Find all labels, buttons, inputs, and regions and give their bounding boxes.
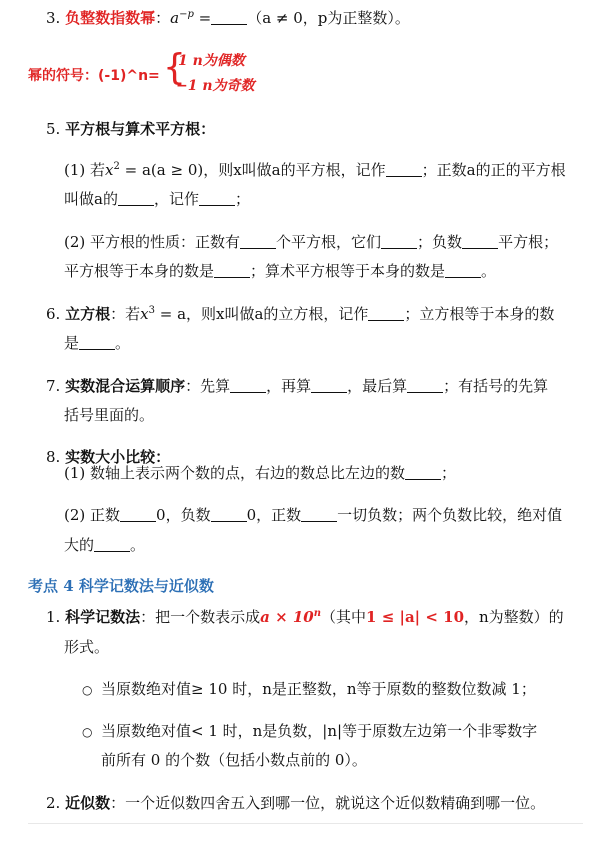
sci-number: 1. bbox=[46, 608, 61, 626]
sci-range: 1 ≤ |a| < 10 bbox=[366, 608, 464, 626]
page-divider bbox=[28, 823, 583, 824]
item5-p1-text-a: (1) 若 bbox=[64, 161, 106, 179]
item7-text-c: ，最后算 bbox=[347, 377, 408, 395]
item6-blank1 bbox=[368, 305, 404, 321]
sci-bullet2-line1: 当原数绝对值< 1 时，n是负数，|n|等于原数左边第一个非零数字 bbox=[101, 722, 538, 740]
item6-text-b: = a，则x叫做a的立方根，记作 bbox=[154, 305, 369, 323]
item8-p2-text-a: (2) 正数 bbox=[64, 506, 121, 524]
sci-form: a × 10 bbox=[260, 608, 314, 626]
brace-icon: { bbox=[163, 47, 186, 88]
sci-text-c: ，n为整数）的 bbox=[464, 608, 564, 626]
item5-p1-line1 bbox=[64, 161, 566, 180]
item5-p2-blank4 bbox=[214, 262, 250, 278]
item5-p2-text-c: ；负数 bbox=[417, 233, 463, 251]
item3-colon: ： bbox=[155, 9, 171, 27]
item5-p2-blank5 bbox=[445, 262, 481, 278]
item5-p1-blank2 bbox=[118, 190, 154, 206]
item8-p2-text-d: 一切负数；两个负数比较，绝对值 bbox=[337, 506, 563, 524]
approx-title: 近似数 bbox=[65, 794, 111, 812]
item5-p1-line2-c: ； bbox=[234, 190, 250, 208]
power-sign-case-even: 1 n为偶数 bbox=[178, 53, 245, 69]
item7-line2: 括号里面的。 bbox=[64, 406, 155, 424]
sci-title: 科学记数法 bbox=[65, 608, 141, 626]
item8-p2-line2 bbox=[64, 536, 145, 555]
approx-text: ：一个近似数四舍五入到哪一位，就说这个近似数精确到哪一位。 bbox=[110, 794, 546, 812]
item3-base: a bbox=[170, 9, 180, 27]
item5-p1-line2-a: 叫做a的 bbox=[64, 190, 118, 208]
power-sign-label: 幂的符号：(-1)^n= bbox=[28, 68, 160, 84]
item7-title: 实数混合运算顺序 bbox=[65, 377, 186, 395]
power-sign-rule bbox=[28, 66, 160, 86]
item6-number: 6. bbox=[46, 305, 61, 323]
item6-blank2 bbox=[79, 334, 115, 350]
item5-p2-line1 bbox=[64, 233, 558, 252]
sci-form-sup: n bbox=[313, 608, 322, 619]
item8-number: 8. bbox=[46, 448, 61, 466]
approx-number: 2. bbox=[46, 794, 61, 812]
item5-p1-line2 bbox=[64, 190, 250, 209]
item6-text-c: ；立方根等于本身的数 bbox=[404, 305, 555, 323]
item6-line2-b: 。 bbox=[115, 334, 131, 352]
item7-blank2 bbox=[311, 377, 347, 393]
item8-p2-blank3 bbox=[301, 506, 337, 522]
item5-p1-blank3 bbox=[199, 190, 235, 206]
item8-p1-blank bbox=[405, 464, 441, 480]
item3-number: 3. bbox=[46, 9, 61, 27]
item7-line1 bbox=[46, 377, 548, 396]
item3-eq: = bbox=[193, 9, 212, 27]
item6-line1 bbox=[46, 305, 554, 324]
sci-line1 bbox=[46, 608, 564, 627]
item5-number: 5. bbox=[46, 120, 61, 138]
item8-p2-text-b: 0，负数 bbox=[156, 506, 211, 524]
item5-p1-text-c: ；正数a的正的平方根 bbox=[421, 161, 566, 179]
sci-bullet2-line2: 前所有 0 的个数（包括小数点前的 0）。 bbox=[101, 751, 367, 769]
item3-title: 负整数指数幂 bbox=[65, 9, 156, 27]
item5-p2-blank2 bbox=[381, 233, 417, 249]
sci-text-a: ：把一个数表示成 bbox=[140, 608, 261, 626]
item8-p2-blank2 bbox=[211, 506, 247, 522]
item8-p1-text: (1) 数轴上表示两个数的点，右边的数总比左边的数 bbox=[64, 464, 406, 482]
item8-p2-blank1 bbox=[120, 506, 156, 522]
item8-title: 实数大小比较： bbox=[65, 448, 171, 466]
power-sign-case-odd: −1 n为奇数 bbox=[176, 78, 255, 94]
item7-text-d: ；有括号的先算 bbox=[443, 377, 549, 395]
bullet-circle-icon: ○ bbox=[82, 683, 93, 697]
item5-heading bbox=[46, 120, 215, 139]
item5-p2-text-d: 平方根； bbox=[498, 233, 559, 251]
item6-title: 立方根 bbox=[65, 305, 111, 323]
item3-exponent: −p bbox=[179, 9, 194, 20]
item3-line bbox=[46, 9, 410, 28]
item5-p2-line2-a: 平方根等于本身的数是 bbox=[64, 262, 215, 280]
bullet-circle-icon: ○ bbox=[82, 725, 93, 739]
item8-p2-text-c: 0，正数 bbox=[246, 506, 302, 524]
item8-p1-end: ； bbox=[441, 464, 457, 482]
item8-p2-line2-a: 大的 bbox=[64, 536, 95, 554]
item5-p2-line2-c: 。 bbox=[481, 262, 497, 280]
item8-p2-line1 bbox=[64, 506, 562, 525]
item3-blank bbox=[211, 9, 247, 25]
item7-blank3 bbox=[407, 377, 443, 393]
item5-p2-text-b: 个平方根，它们 bbox=[276, 233, 382, 251]
item5-p2-line2-b: ；算术平方根等于本身的数是 bbox=[250, 262, 446, 280]
item5-p1-x: x bbox=[105, 161, 114, 179]
sci-line2: 形式。 bbox=[64, 638, 110, 656]
item7-number: 7. bbox=[46, 377, 61, 395]
item8-p1 bbox=[64, 464, 456, 483]
item5-title: 平方根与算术平方根： bbox=[65, 120, 216, 138]
item7-blank1 bbox=[230, 377, 266, 393]
item8-p2-line2-b: 。 bbox=[130, 536, 146, 554]
item8-p2-blank4 bbox=[94, 536, 130, 552]
section4-heading: 考点 4 科学记数法与近似数 bbox=[28, 577, 214, 595]
item5-p1-line2-b: ，记作 bbox=[153, 190, 199, 208]
item3-paren: （a ≠ 0，p为正整数）。 bbox=[247, 9, 410, 27]
item6-line2-a: 是 bbox=[64, 334, 80, 352]
item5-p1-sup: 2 bbox=[113, 161, 120, 172]
item7-text-a: ：先算 bbox=[185, 377, 231, 395]
item6-text-a: ：若 bbox=[110, 305, 141, 323]
item5-p1-text-b: = a(a ≥ 0)，则x叫做a的平方根，记作 bbox=[119, 161, 386, 179]
item6-line2 bbox=[64, 334, 130, 353]
sci-bullet1: 当原数绝对值≥ 10 时，n是正整数，n等于原数的整数位数减 1； bbox=[101, 680, 536, 698]
item5-p1-blank1 bbox=[386, 161, 422, 177]
item5-p2-text-a: (2) 平方根的性质：正数有 bbox=[64, 233, 241, 251]
sci-text-b: （其中 bbox=[321, 608, 367, 626]
item5-p2-blank1 bbox=[240, 233, 276, 249]
approx-line bbox=[46, 794, 545, 813]
item7-text-b: ，再算 bbox=[266, 377, 312, 395]
item6-x: x bbox=[140, 305, 149, 323]
item5-p2-line2 bbox=[64, 262, 496, 281]
item6-sup: 3 bbox=[148, 305, 155, 316]
item5-p2-blank3 bbox=[462, 233, 498, 249]
